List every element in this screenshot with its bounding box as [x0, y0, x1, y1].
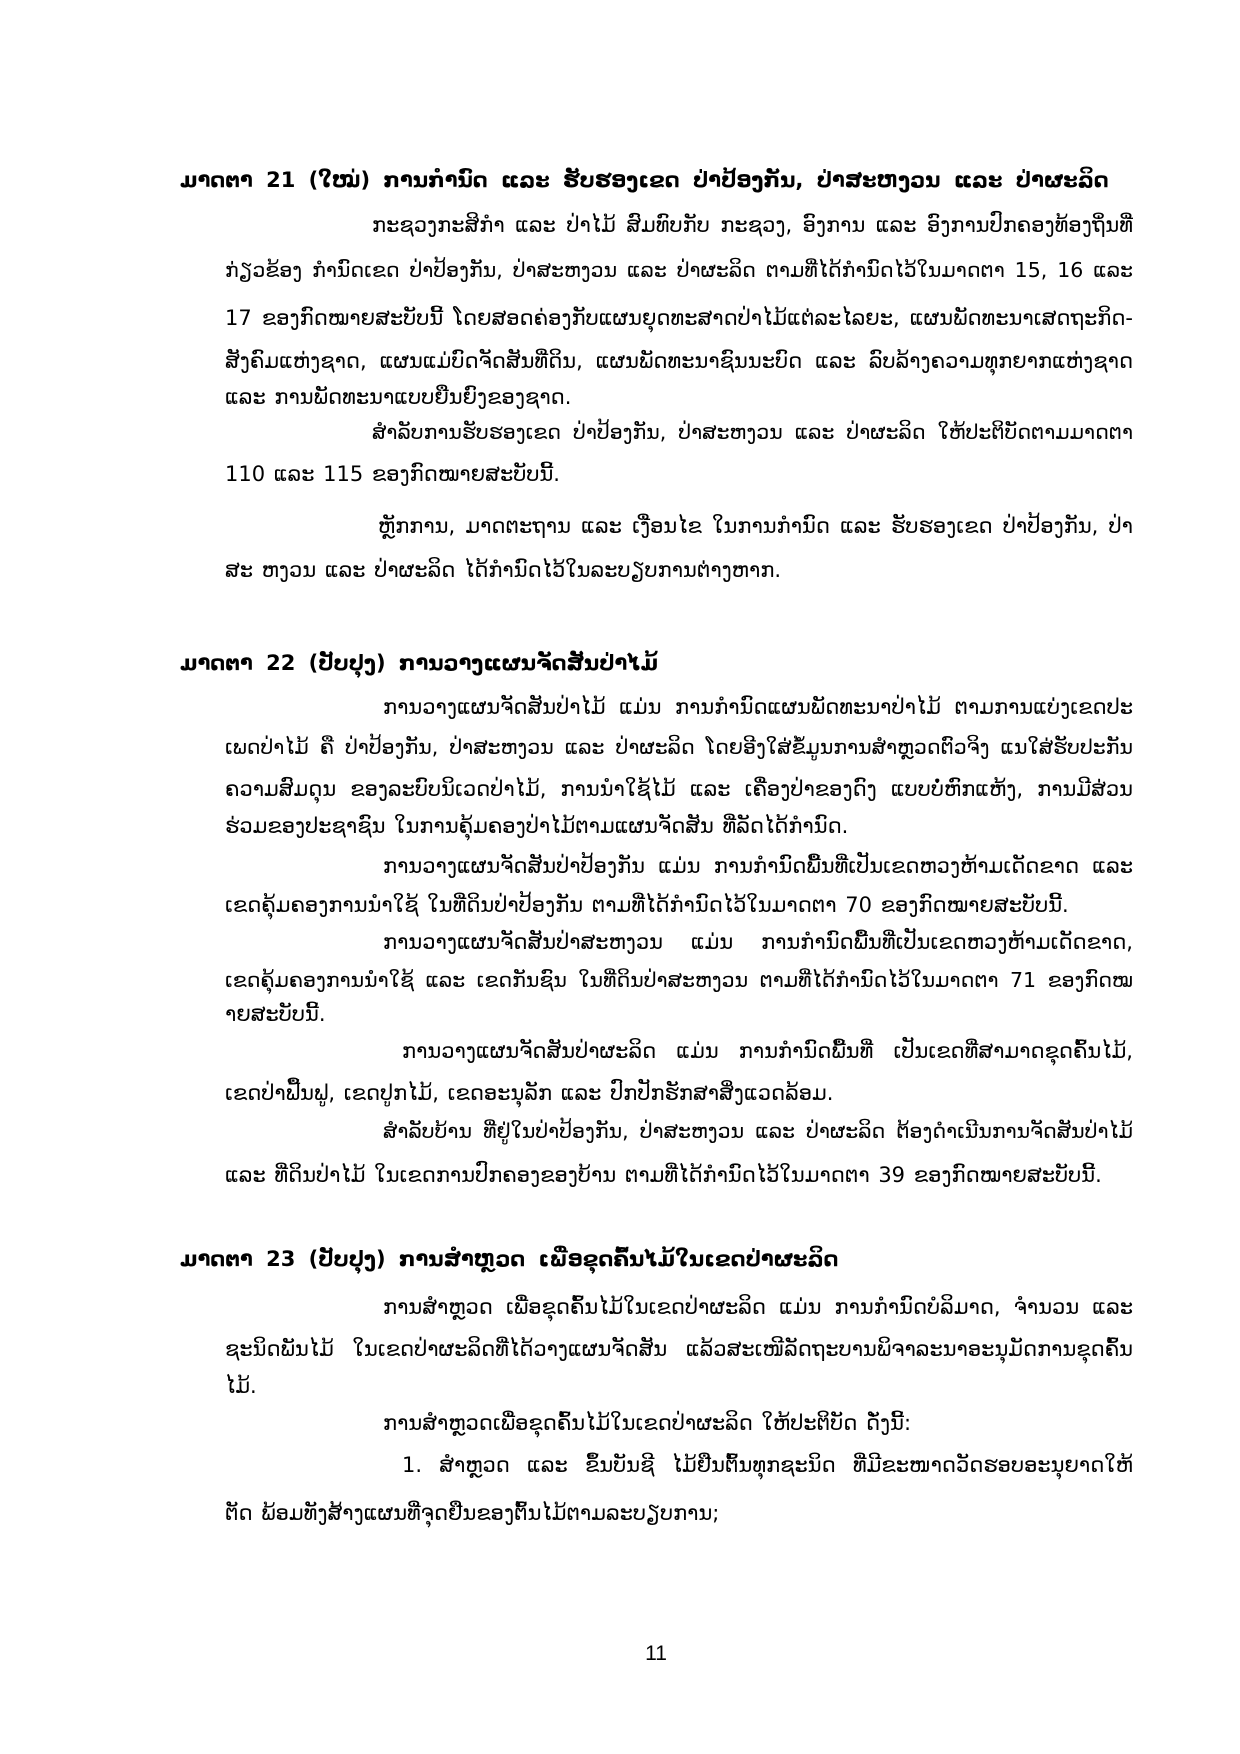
- paragraph-line: ສຳລັບການຮັບຮອງເຂດ ປ່າປ້ອງກັນ, ປ່າສະຫງວນ ແລະ ປ່າຜະລິດ ໃຫ້ປະຕິບັດຕາມມາດຕາ: [372, 420, 1133, 444]
- paragraph-line: ການວາງແຜນຈັດສັນປ່າຜະລິດ ແມ່ນ ການກຳນົດພື້ນທີ່ ເປັນເຂດທີ່ສາມາດຂຸດຄົ້ນໄມ້,: [402, 1039, 1133, 1063]
- paragraph-line: ແລະ ການພັດທະນາແບບຍືນຍົງຂອງຊາດ.: [225, 385, 572, 409]
- paragraph-line: ໄມ້.: [225, 1374, 257, 1398]
- paragraph-line: ການສຳຫຼວດເພື່ອຂຸດຄົ້ນໄມ້ໃນເຂດປ່າຜະລິດ ໃຫ້ປະຕິບັດ ດັ່ງນີ້:: [383, 1411, 912, 1435]
- paragraph-line: 110 ແລະ 115 ຂອງກົດໝາຍສະບັບນີ້.: [225, 462, 560, 486]
- paragraph-line: ຫຼັກການ, ມາດຕະຖານ ແລະ ເງື່ອນໄຂ ໃນການກຳນົດ ແລະ ຮັບຮອງເຂດ ປ່າປ້ອງກັນ, ປ່າ: [378, 514, 1133, 538]
- list-item-line: ຕັດ ພ້ອມທັງສ້າງແຜນທີ່ຈຸດຢືນຂອງຕົ້ນໄມ້ຕາມລະບຽບການ;: [225, 1501, 720, 1525]
- paragraph-line: ກ່ຽວຂ້ອງ ກຳນົດເຂດ ປ່າປ້ອງກັນ, ປ່າສະຫງວນ ແລະ ປ່າຜະລິດ ຕາມທີ່ໄດ້ກຳນົດໄວ້ໃນມາດຕາ 15, 16 ແລະ: [225, 258, 1133, 282]
- page-number: 11: [645, 1642, 667, 1665]
- article-21-heading: ມາດຕາ 21 (ໃໝ່) ການກຳນົດ ແລະ ຮັບຮອງເຂດ ປ່າປ້ອງກັນ, ປ່າສະຫງວນ ແລະ ປ່າຜະລິດ: [180, 168, 1109, 192]
- paragraph-line: າຍສະບັບນີ້.: [225, 1002, 326, 1026]
- paragraph-line: ສະ ຫງວນ ແລະ ປ່າຜະລິດ ໄດ້ກຳນົດໄວ້ໃນລະບຽບການຕ່າງຫາກ.: [225, 558, 782, 582]
- paragraph-line: ສັງຄົມແຫ່ງຊາດ, ແຜນແມ່ບົດຈັດສັນທີ່ດິນ, ແຜນພັດທະນາຊົນນະບົດ ແລະ ລົບລ້າງຄວາມທຸກຍາກແຫ່ງຊາດ: [225, 349, 1133, 373]
- paragraph-line: ການວາງແຜນຈັດສັນປ່າສະຫງວນ ແມ່ນ ການກຳນົດພື້ນທີ່ເປັນເຂດຫວງຫ້າມເດັດຂາດ,: [383, 930, 1133, 954]
- paragraph-line: ເຂດຄຸ້ມຄອງການນຳໃຊ້ ແລະ ເຂດກັນຊົນ ໃນທີ່ດິນປ່າສະຫງວນ ຕາມທີ່ໄດ້ກຳນົດໄວ້ໃນມາດຕາ 71 ຂອງກົດໝ: [225, 968, 1133, 992]
- paragraph-line: ເຂດຄຸ້ມຄອງການນຳໃຊ້ ໃນທີ່ດິນປ່າປ້ອງກັນ ຕາມທີ່ໄດ້ກຳນົດໄວ້ໃນມາດຕາ 70 ຂອງກົດໝາຍສະບັບນີ້.: [225, 893, 1069, 917]
- paragraph-line: ຊະນິດພັນໄມ້ ໃນເຂດປ່າຜະລິດທີ່ໄດ້ວາງແຜນຈັດສັນ ແລ້ວສະເໜີລັດຖະບານພິຈາລະນາອະນຸມັດການຂຸດຄົ້ນ: [225, 1337, 1133, 1361]
- paragraph-line: ຮ່ວມຂອງປະຊາຊົນ ໃນການຄຸ້ມຄອງປ່າໄມ້ຕາມແຜນຈັດສັນ ທີ່ລັດໄດ້ກຳນົດ.: [225, 814, 849, 838]
- paragraph-line: ຄວາມສົມດຸນ ຂອງລະບົບນິເວດປ່າໄມ້, ການນຳໃຊ້ໄມ້ ແລະ ເຄື່ອງປ່າຂອງດົງ ແບບບໍ່ຫົກແຫ້ງ, ການມີສ່ວນ: [225, 777, 1133, 801]
- article-22-heading: ມາດຕາ 22 (ປັບປຸງ) ການວາງແຜນຈັດສັນປ່າໄມ້: [180, 651, 659, 675]
- paragraph-line: ເຂດປ່າຟື້ນຟູ, ເຂດປູກໄມ້, ເຂດອະນຸລັກ ແລະ ປົກປັກຮັກສາສິ່ງແວດລ້ອມ.: [225, 1081, 834, 1105]
- paragraph-line: 17 ຂອງກົດໝາຍສະບັບນີ້ ໂດຍສອດຄ່ອງກັບແຜນຍຸດທະສາດປ່າໄມ້ແຕ່ລະໄລຍະ, ແຜນພັດທະນາເສດຖະກິດ-: [225, 306, 1133, 330]
- paragraph-line: ສຳລັບບ້ານ ທີ່ຢູ່ໃນປ່າປ້ອງກັນ, ປ່າສະຫງວນ ແລະ ປ່າຜະລິດ ຕ້ອງດຳເນີນການຈັດສັນປ່າໄມ້: [383, 1119, 1133, 1143]
- list-item-line: 1. ສຳຫຼວດ ແລະ ຂຶ້ນບັນຊີ ໄມ້ຢືນຕົ້ນທຸກຊະນິດ ທີ່ມີຂະໜາດວັດຮອບອະນຸຍາດໃຫ້: [402, 1453, 1133, 1477]
- article-23-heading: ມາດຕາ 23 (ປັບປຸງ) ການສຳຫຼວດ ເພື່ອຂຸດຄົ້ນໄມ້ໃນເຂດປ່າຜະລິດ: [180, 1247, 839, 1271]
- paragraph-line: ກະຊວງກະສິກຳ ແລະ ປ່າໄມ້ ສົມທົບກັບ ກະຊວງ, ອົງການ ແລະ ອົງການປົກຄອງທ້ອງຖິ່ນທີ່: [372, 213, 1133, 237]
- paragraph-line: ການສຳຫຼວດ ເພື່ອຂຸດຄົ້ນໄມ້ໃນເຂດປ່າຜະລິດ ແມ່ນ ການກຳນົດບໍລິມາດ, ຈຳນວນ ແລະ: [383, 1295, 1133, 1319]
- paragraph-line: ເພດປ່າໄມ້ ຄື ປ່າປ້ອງກັນ, ປ່າສະຫງວນ ແລະ ປ່າຜະລິດ ໂດຍອີງໃສ່ຂໍ້ມູນການສຳຫຼວດຕົວຈິງ ແນໃສ່ຮັບປະກັນ: [225, 735, 1133, 759]
- paragraph-line: ການວາງແຜນຈັດສັນປ່າປ້ອງກັນ ແມ່ນ ການກຳນົດພື້ນທີ່ເປັນເຂດຫວງຫ້າມເດັດຂາດ ແລະ: [383, 854, 1133, 878]
- paragraph-line: ການວາງແຜນຈັດສັນປ່າໄມ້ ແມ່ນ ການກຳນົດແຜນພັດທະນາປ່າໄມ້ ຕາມການແບ່ງເຂດປະ: [383, 695, 1133, 719]
- paragraph-line: ແລະ ທີ່ດິນປ່າໄມ້ ໃນເຂດການປົກຄອງຂອງບ້ານ ຕາມທີ່ໄດ້ກຳນົດໄວ້ໃນມາດຕາ 39 ຂອງກົດໝາຍສະບັບນີ້.: [225, 1163, 1102, 1187]
